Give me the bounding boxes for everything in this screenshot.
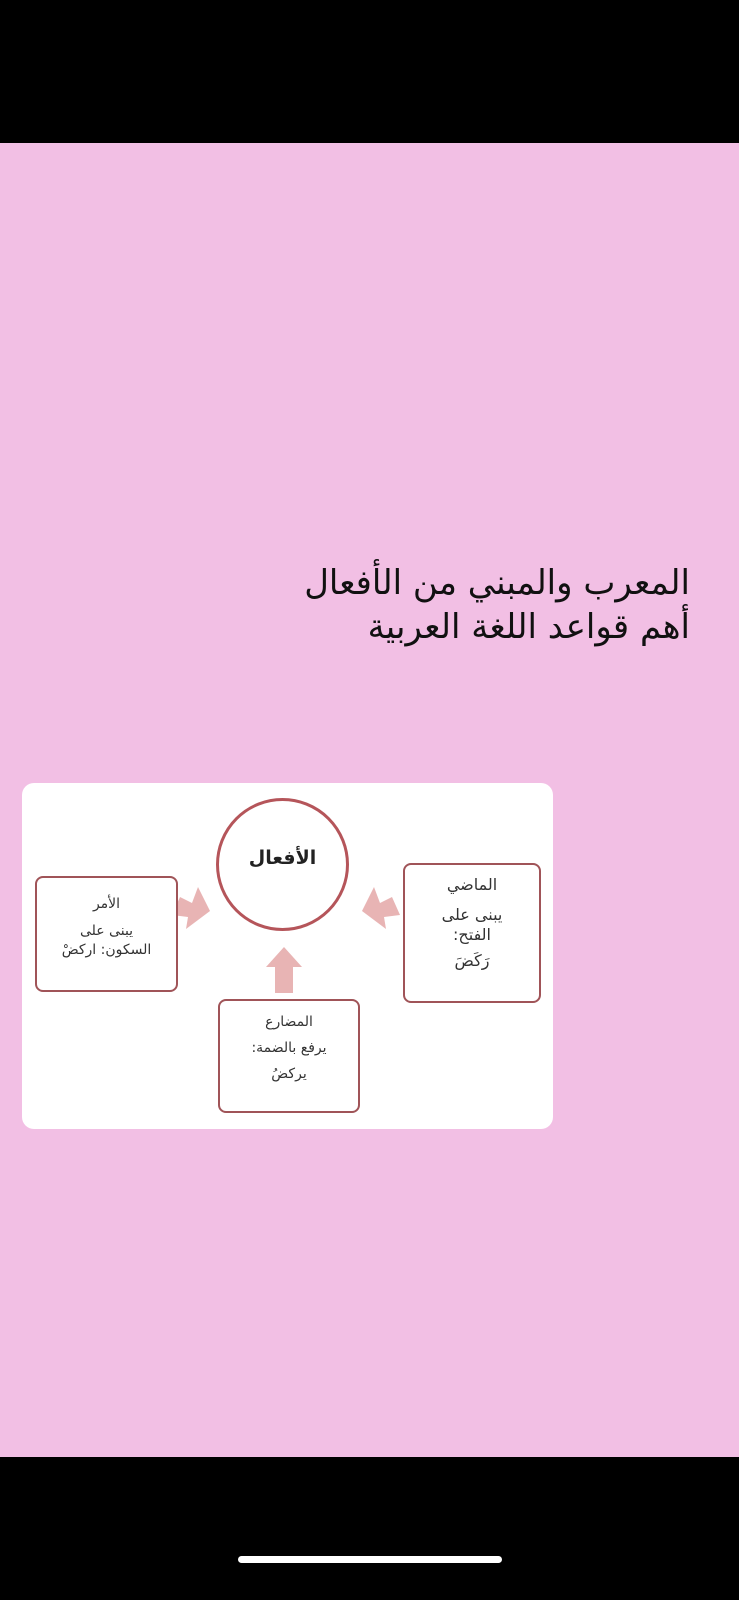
box-madi xyxy=(403,863,541,1003)
amr-line-2: السكون: اركضْ xyxy=(61,942,152,958)
home-indicator[interactable] xyxy=(238,1556,502,1563)
title-line-1: المعرب والمبني من الأفعال xyxy=(304,563,690,603)
mudari-title: المضارع xyxy=(265,1014,313,1030)
amr-title: الأمر xyxy=(92,896,121,912)
title-line-2: أهم قواعد اللغة العربية xyxy=(367,607,690,647)
arrow-bottom xyxy=(266,947,302,993)
center-circle xyxy=(216,798,349,931)
box-mudari xyxy=(218,999,360,1113)
diagram-card xyxy=(22,783,553,1129)
mudari-line-1: يرفع بالضمة: xyxy=(251,1040,327,1056)
center-label: الأفعال xyxy=(248,846,317,869)
title-block xyxy=(150,561,690,649)
box-amr xyxy=(35,876,178,992)
madi-line-1: يبنى على xyxy=(441,905,503,924)
amr-line-1: يبنى على xyxy=(79,923,134,939)
madi-line-2: الفتح: xyxy=(453,925,491,944)
madi-line-3: رَكَضَ xyxy=(454,951,490,970)
content-area xyxy=(0,143,739,1457)
arrow-right xyxy=(362,887,400,929)
madi-title: الماضي xyxy=(446,875,498,894)
mudari-line-2: يركضُ xyxy=(271,1066,307,1082)
